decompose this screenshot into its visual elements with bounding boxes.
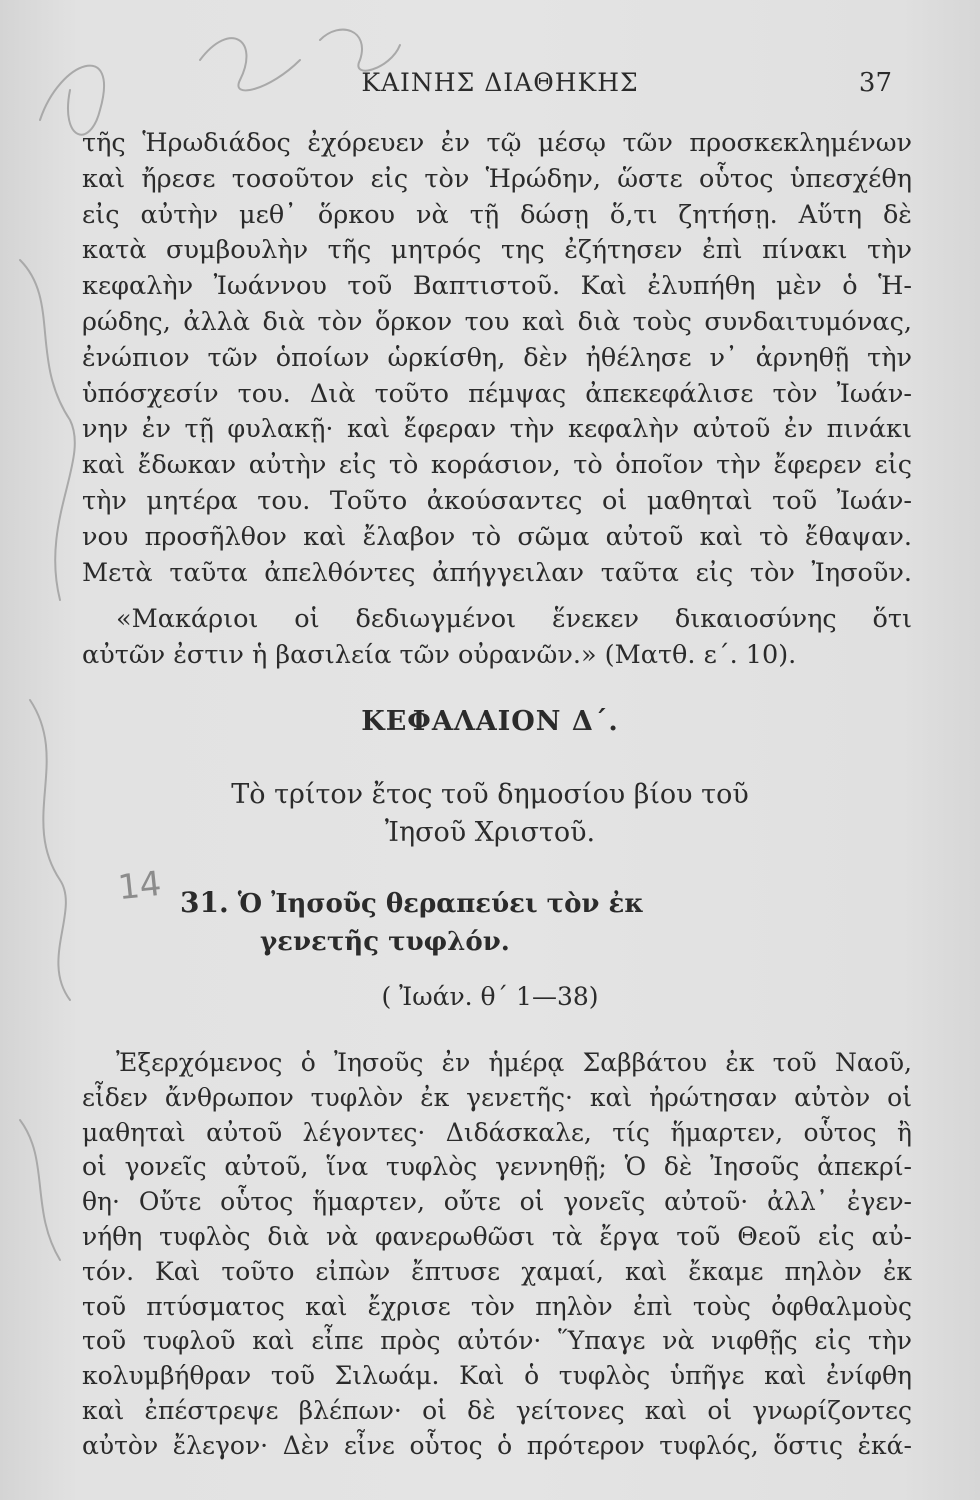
text-line: ρώδης, ἀλλὰ διὰ τὸν ὅρκον του καὶ διὰ τοὺς συνδαιτυμόνας, bbox=[82, 306, 912, 337]
text-line: κατὰ συμβουλὴν τῆς μητρός της ἐζήτησεν ἐπὶ πίνακι τὴν bbox=[82, 235, 912, 266]
text-line: ὑπόσχεσίν του. Διὰ τοῦτο πέμψας ἀπεκεφάλισε τὸν Ἰωάν- bbox=[82, 378, 912, 409]
chapter-heading: ΚΕΦΑΛΑΙΟΝ Δ΄. bbox=[361, 706, 619, 737]
page-number: 37 bbox=[858, 68, 892, 98]
margin-note: 14 bbox=[116, 863, 164, 909]
section-title-line: γενετῆς τυφλόν. bbox=[260, 927, 510, 957]
text-line: Ἐξερχόμενος ὁ Ἰησοῦς ἐν ἡμέρᾳ Σαββάτου ἐκ τοῦ Ναοῦ, bbox=[116, 1048, 912, 1077]
paragraph-beatitude-quote bbox=[82, 602, 912, 674]
text-line: κολυμβήθραν τοῦ Σιλωάμ. Καὶ ὁ τυφλὸς ὑπῆγε καὶ ἐνίφθη bbox=[82, 1361, 912, 1391]
text-line: κεφαλὴν Ἰωάννου τοῦ Βαπτιστοῦ. Καὶ ἐλυπήθη μὲν ὁ Ἡ- bbox=[82, 271, 912, 302]
text-line: τοῦ πτύσματος καὶ ἔχρισε τὸν πηλὸν ἐπὶ τοὺς ὀφθαλμοὺς bbox=[82, 1291, 912, 1321]
text-line: νην ἐν τῇ φυλακῇ· καὶ ἔφεραν τὴν κεφαλὴν αὐτοῦ ἐν πινάκι bbox=[82, 414, 912, 445]
text-line: εἰς αὐτὴν μεθ᾿ ὅρκου νὰ τῇ δώσῃ ὅ,τι ζητήσῃ. Αὕτη δὲ bbox=[82, 199, 912, 230]
text-line: Μετὰ ταῦτα ἀπελθόντες ἀπήγγειλαν ταῦτα εἰς τὸν Ἰησοῦν. bbox=[82, 557, 912, 588]
text-line: θη· Οὔτε οὗτος ἥμαρτεν, οὔτε οἱ γονεῖς αὐτοῦ· ἀλλ᾿ ἐγεν- bbox=[82, 1187, 912, 1217]
text-line: οἱ γονεῖς αὐτοῦ, ἵνα τυφλὸς γεννηθῇ; Ὁ δὲ Ἰησοῦς ἀπεκρί- bbox=[82, 1152, 912, 1182]
text-line: τόν. Καὶ τοῦτο εἰπὼν ἔπτυσε χαμαί, καὶ ἔκαμε πηλὸν ἐκ bbox=[82, 1256, 912, 1286]
section-number: 31. bbox=[180, 886, 229, 919]
page-header bbox=[0, 62, 980, 102]
section-heading bbox=[180, 884, 880, 961]
text-line: τὴν μητέρα του. Τοῦτο ἀκούσαντες οἱ μαθηταὶ τοῦ Ἰωάν- bbox=[82, 485, 912, 516]
text-line: εἶδεν ἄνθρωπον τυφλὸν ἐκ γενετῆς· καὶ ἠρώτησαν αὐτὸν οἱ bbox=[82, 1082, 912, 1112]
running-title: ΚΑΙΝΗΣ ΔΙΑΘΗΚΗΣ bbox=[361, 68, 639, 97]
text-line: τῆς Ἡρωδιάδος ἐχόρευεν ἐν τῷ μέσῳ τῶν προσκεκλημένων bbox=[82, 128, 912, 158]
paragraph-herodias bbox=[82, 126, 912, 591]
scripture-reference: ( Ἰωάν. θ΄ 1—38) bbox=[381, 982, 599, 1011]
text-line: νου προσῆλθον καὶ ἔλαβον τὸ σῶμα αὐτοῦ καὶ τὸ ἔθαψαν. bbox=[82, 521, 912, 552]
text-line: καὶ ἤρεσε τοσοῦτον εἰς τὸν Ἡρώδην, ὥστε οὗτος ὑπεσχέθη bbox=[82, 163, 912, 194]
text-line: «Μακάριοι οἱ δεδιωγμένοι ἕνεκεν δικαιοσύνης ὅτι bbox=[116, 604, 912, 634]
text-line: αὐτῶν ἐστιν ἡ βασιλεία τῶν οὐρανῶν.» (Ματθ. ε΄. 10). bbox=[82, 639, 797, 670]
paragraph-blind-man bbox=[82, 1046, 912, 1464]
text-line: καὶ ἔδωκαν αὐτὴν εἰς τὸ κοράσιον, τὸ ὁποῖον τὴν ἔφερεν εἰς bbox=[82, 450, 912, 481]
text-line: νήθη τυφλὸς διὰ νὰ φανερωθῶσι τὰ ἔργα τοῦ Θεοῦ εἰς αὐ- bbox=[82, 1221, 912, 1251]
text-line: καὶ ἐπέστρεψε βλέπων· οἱ δὲ γείτονες καὶ οἱ γνωρίζοντες bbox=[82, 1395, 912, 1425]
text-line: τοῦ τυφλοῦ καὶ εἶπε πρὸς αὐτόν· Ὕπαγε νὰ νιφθῇς εἰς τὴν bbox=[82, 1326, 912, 1356]
section-title-line: Ὁ Ἰησοῦς θεραπεύει τὸν ἐκ bbox=[237, 889, 644, 919]
text-line: αὐτὸν ἔλεγον· Δὲν εἶνε οὗτος ὁ πρότερον τυφλός, ὅστις ἐκά- bbox=[82, 1430, 912, 1460]
subtitle-line: Ἰησοῦ Χριστοῦ. bbox=[384, 817, 596, 848]
subtitle-line: Τὸ τρίτον ἔτος τοῦ δημοσίου βίου τοῦ bbox=[231, 779, 749, 810]
text-line: μαθηταὶ αὐτοῦ λέγοντες· Διδάσκαλε, τίς ἥμαρτεν, οὗτος ἢ bbox=[82, 1117, 912, 1147]
chapter-subtitle bbox=[0, 776, 980, 852]
text-line: ἐνώπιον τῶν ὁποίων ὡρκίσθη, δὲν ἠθέλησε ν᾿ ἀρνηθῇ τὴν bbox=[82, 342, 912, 373]
